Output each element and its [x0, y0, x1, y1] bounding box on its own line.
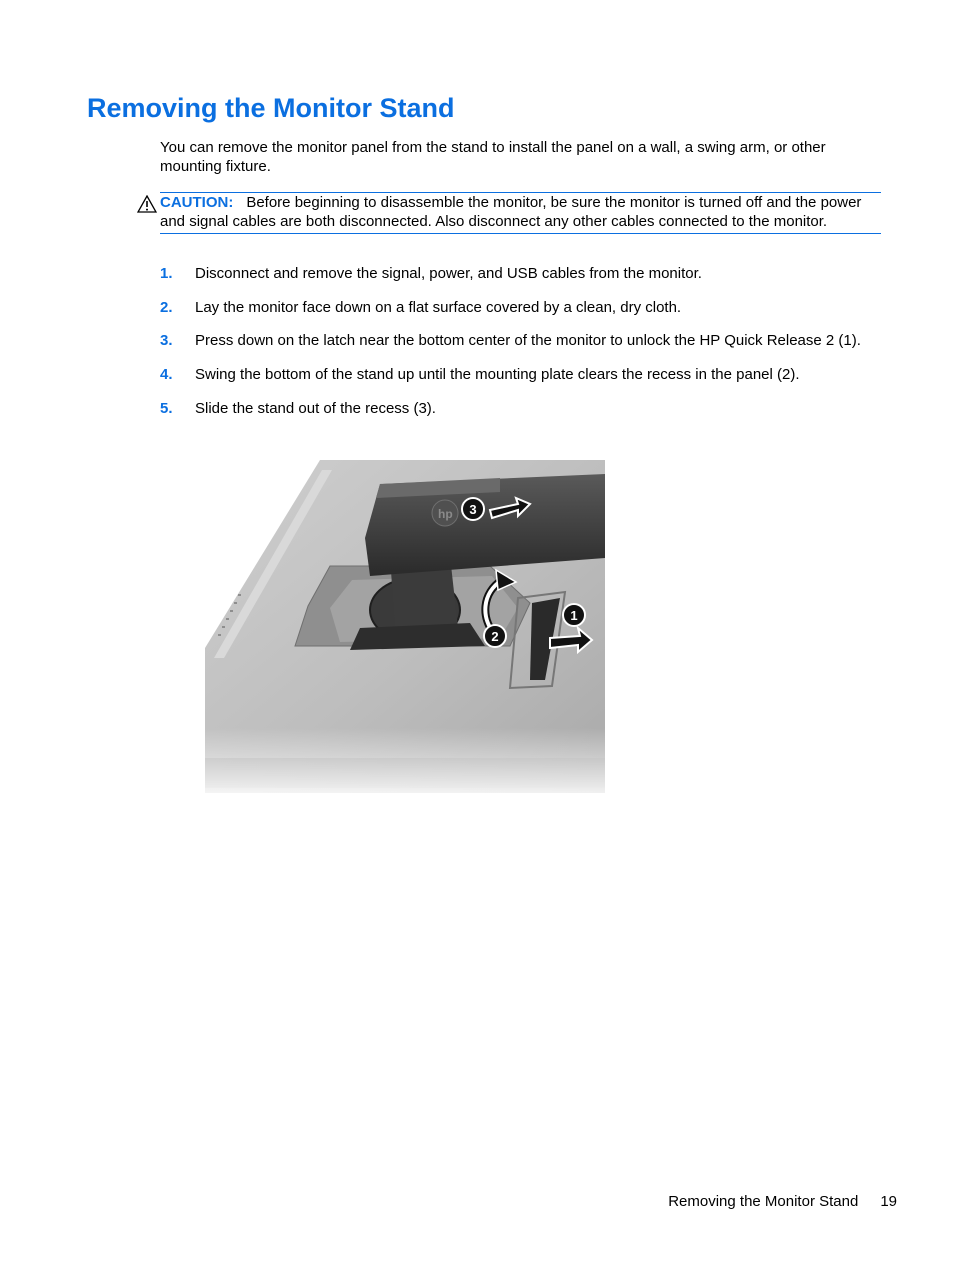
- caution-text: Before beginning to disassemble the monitor, be sure the monitor is turned off and the power and signal cables are both disconnected. Also disconnect any other cables connected to the monitor.: [160, 194, 862, 230]
- footer-section-title: Removing the Monitor Stand: [668, 1193, 859, 1210]
- caution-notice: [160, 192, 881, 234]
- callout-2-label: 2: [491, 629, 499, 644]
- step-item: [160, 298, 882, 317]
- page-number: 19: [880, 1193, 897, 1210]
- step-number: 1.: [160, 265, 173, 282]
- step-number: 3.: [160, 332, 173, 349]
- intro-paragraph: You can remove the monitor panel from the stand to install the panel on a wall, a swing arm, or other mounting fixture.: [160, 139, 826, 175]
- step-text: Swing the bottom of the stand up until the mounting plate clears the recess in the panel (2).: [195, 366, 800, 383]
- caution-label: CAUTION:: [160, 194, 234, 211]
- page-title: Removing the Monitor Stand: [87, 93, 455, 123]
- step-number: 5.: [160, 400, 173, 417]
- step-text: Disconnect and remove the signal, power, and USB cables from the monitor.: [195, 265, 702, 282]
- step-text: Lay the monitor face down on a flat surface covered by a clean, dry cloth.: [195, 299, 682, 316]
- page-footer: [668, 1192, 897, 1211]
- monitor-stand-removal-illustration: [200, 458, 610, 798]
- hp-logo-letters: hp: [438, 507, 453, 521]
- step-number: 4.: [160, 366, 173, 383]
- step-item: [160, 365, 882, 384]
- step-item: [160, 331, 882, 350]
- callout-1-label: 1: [570, 608, 578, 623]
- step-text: Press down on the latch near the bottom center of the monitor to unlock the HP Quick Release 2 (1).: [195, 332, 861, 349]
- bottom-fade: [200, 728, 610, 798]
- steps-list: [160, 264, 882, 418]
- step-number: 2.: [160, 299, 173, 316]
- step-item: [160, 399, 882, 418]
- callout-3-label: 3: [469, 502, 477, 517]
- warning-triangle-icon: [137, 195, 157, 213]
- step-text: Slide the stand out of the recess (3).: [195, 400, 436, 417]
- step-item: [160, 264, 882, 283]
